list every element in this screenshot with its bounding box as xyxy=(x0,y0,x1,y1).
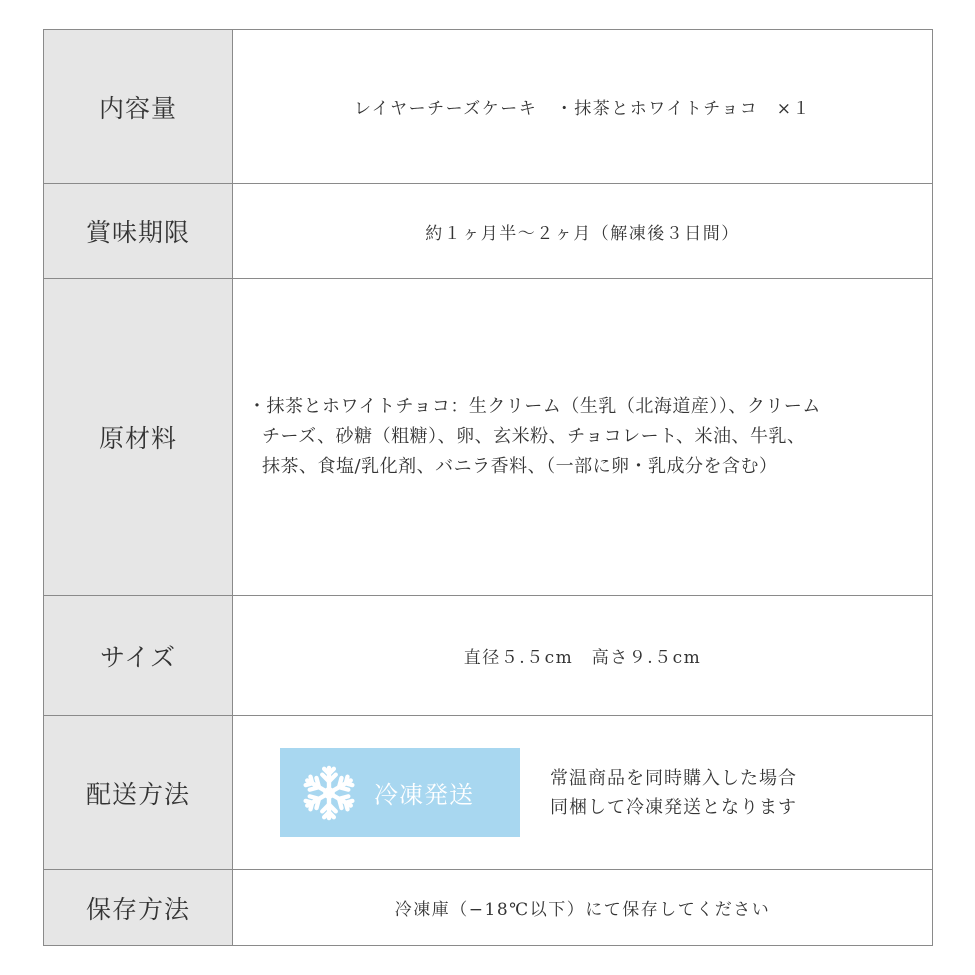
snowflake-icon xyxy=(300,764,358,822)
frozen-shipping-badge xyxy=(280,748,520,837)
spec-row-shipping xyxy=(44,716,933,870)
ingredients-text xyxy=(233,392,932,482)
ingredients-value xyxy=(233,279,933,596)
shipping-value xyxy=(233,716,933,870)
spec-row-ingredients xyxy=(44,279,933,596)
ingredients-line-2: チーズ、砂糖（粗糖）、卵、玄米粉、チョコレート、米油、牛乳、 xyxy=(262,426,806,447)
spec-row-contents xyxy=(44,30,933,184)
size-value: 直径５.５cm 高さ９.５cm xyxy=(233,596,933,716)
ingredients-line-1: ・抹茶とホワイトチョコ：生クリーム（生乳（北海道産））、クリーム xyxy=(248,396,821,417)
storage-label: 保存方法 xyxy=(44,870,233,946)
storage-value: 冷凍庫（−18℃以下）にて保存してください xyxy=(233,870,933,946)
shipping-content xyxy=(233,748,932,837)
shipping-note-line-1: 常温商品を同時購入した場合 xyxy=(550,767,797,789)
shipping-note-line-2: 同梱して冷凍発送となります xyxy=(550,796,797,818)
spec-row-size xyxy=(44,596,933,716)
contents-value: レイヤーチーズケーキ ・抹茶とホワイトチョコ ×１ xyxy=(233,30,933,184)
spec-row-shelf-life xyxy=(44,184,933,279)
shipping-label: 配送方法 xyxy=(44,716,233,870)
size-label: サイズ xyxy=(44,596,233,716)
ingredients-label: 原材料 xyxy=(44,279,233,596)
frozen-badge-text: 冷凍発送 xyxy=(374,781,474,809)
ingredients-line-3: 抹茶、食塩/乳化剤、バニラ香料、（一部に卵・乳成分を含む） xyxy=(262,456,778,477)
shelf-life-value: 約１ヶ月半〜２ヶ月（解凍後３日間） xyxy=(233,184,933,279)
shipping-note xyxy=(550,764,797,822)
product-spec-table xyxy=(43,29,933,946)
contents-label: 内容量 xyxy=(44,30,233,184)
shelf-life-label: 賞味期限 xyxy=(44,184,233,279)
spec-row-storage xyxy=(44,870,933,946)
